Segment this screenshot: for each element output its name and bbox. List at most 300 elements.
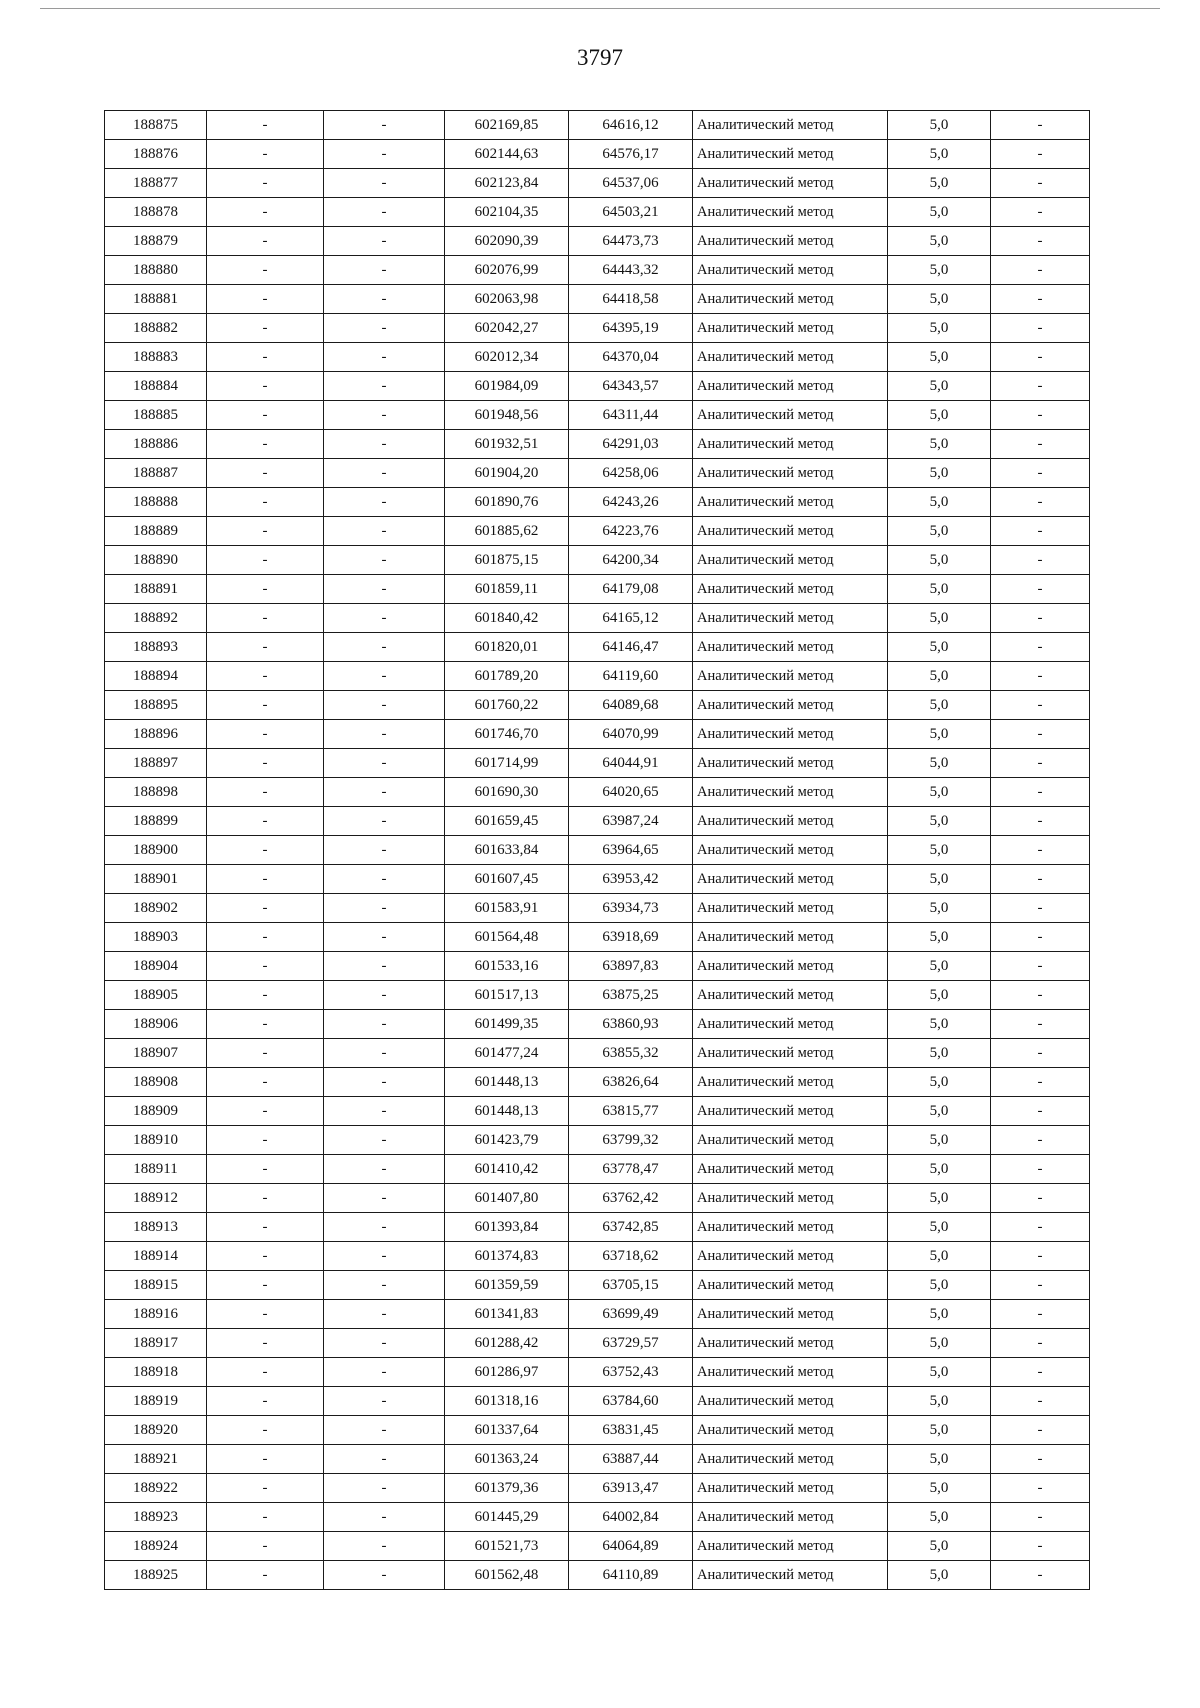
cell-accuracy: 5,0 [888, 1358, 991, 1387]
cell-y: 63897,83 [569, 952, 693, 981]
cell-method: Аналитический метод [693, 546, 888, 575]
cell-point-id: 188894 [105, 662, 207, 691]
cell-x: 601410,42 [445, 1155, 569, 1184]
cell-x: 602144,63 [445, 140, 569, 169]
table-row [105, 836, 1090, 865]
cell-accuracy: 5,0 [888, 1474, 991, 1503]
cell-accuracy: 5,0 [888, 894, 991, 923]
cell-accuracy: 5,0 [888, 140, 991, 169]
cell-x: 601607,45 [445, 865, 569, 894]
cell-x: 601359,59 [445, 1271, 569, 1300]
table-row [105, 1126, 1090, 1155]
cell-accuracy: 5,0 [888, 1271, 991, 1300]
cell-col-3: - [324, 1039, 445, 1068]
table-row [105, 459, 1090, 488]
cell-col-3: - [324, 894, 445, 923]
cell-accuracy: 5,0 [888, 459, 991, 488]
cell-x: 602104,35 [445, 198, 569, 227]
cell-col-3: - [324, 169, 445, 198]
cell-accuracy: 5,0 [888, 720, 991, 749]
cell-col-8: - [991, 198, 1090, 227]
cell-y: 63778,47 [569, 1155, 693, 1184]
cell-col-8: - [991, 1126, 1090, 1155]
cell-x: 601448,13 [445, 1068, 569, 1097]
cell-col-2: - [207, 952, 324, 981]
cell-col-8: - [991, 1416, 1090, 1445]
cell-col-3: - [324, 314, 445, 343]
cell-point-id: 188886 [105, 430, 207, 459]
table-row [105, 778, 1090, 807]
cell-col-2: - [207, 1503, 324, 1532]
cell-point-id: 188921 [105, 1445, 207, 1474]
cell-col-2: - [207, 1155, 324, 1184]
cell-col-8: - [991, 401, 1090, 430]
cell-method: Аналитический метод [693, 952, 888, 981]
cell-col-3: - [324, 1271, 445, 1300]
cell-x: 601875,15 [445, 546, 569, 575]
cell-point-id: 188901 [105, 865, 207, 894]
cell-method: Аналитический метод [693, 1329, 888, 1358]
cell-method: Аналитический метод [693, 923, 888, 952]
cell-col-8: - [991, 1155, 1090, 1184]
cell-col-2: - [207, 981, 324, 1010]
cell-method: Аналитический метод [693, 372, 888, 401]
scan-top-rule [40, 8, 1160, 9]
cell-point-id: 188887 [105, 459, 207, 488]
cell-accuracy: 5,0 [888, 488, 991, 517]
cell-accuracy: 5,0 [888, 256, 991, 285]
table-row [105, 1271, 1090, 1300]
cell-y: 63752,43 [569, 1358, 693, 1387]
cell-col-2: - [207, 604, 324, 633]
cell-col-2: - [207, 1271, 324, 1300]
cell-accuracy: 5,0 [888, 1213, 991, 1242]
cell-method: Аналитический метод [693, 575, 888, 604]
cell-col-8: - [991, 1300, 1090, 1329]
cell-point-id: 188916 [105, 1300, 207, 1329]
cell-method: Аналитический метод [693, 1300, 888, 1329]
cell-x: 601517,13 [445, 981, 569, 1010]
cell-method: Аналитический метод [693, 1445, 888, 1474]
cell-x: 601885,62 [445, 517, 569, 546]
table-row [105, 604, 1090, 633]
cell-col-3: - [324, 285, 445, 314]
cell-col-3: - [324, 488, 445, 517]
table-row [105, 981, 1090, 1010]
cell-method: Аналитический метод [693, 517, 888, 546]
cell-col-2: - [207, 198, 324, 227]
cell-accuracy: 5,0 [888, 749, 991, 778]
table-row [105, 691, 1090, 720]
cell-y: 63918,69 [569, 923, 693, 952]
table-row [105, 517, 1090, 546]
cell-col-2: - [207, 662, 324, 691]
table-row [105, 1155, 1090, 1184]
cell-point-id: 188917 [105, 1329, 207, 1358]
table-row [105, 285, 1090, 314]
cell-accuracy: 5,0 [888, 1010, 991, 1039]
cell-method: Аналитический метод [693, 604, 888, 633]
cell-method: Аналитический метод [693, 314, 888, 343]
cell-col-8: - [991, 691, 1090, 720]
cell-col-8: - [991, 1329, 1090, 1358]
cell-y: 64064,89 [569, 1532, 693, 1561]
cell-col-2: - [207, 575, 324, 604]
cell-point-id: 188895 [105, 691, 207, 720]
cell-point-id: 188890 [105, 546, 207, 575]
cell-point-id: 188880 [105, 256, 207, 285]
cell-col-3: - [324, 1155, 445, 1184]
cell-method: Аналитический метод [693, 459, 888, 488]
cell-col-2: - [207, 401, 324, 430]
table-row [105, 111, 1090, 140]
cell-col-8: - [991, 575, 1090, 604]
cell-x: 601760,22 [445, 691, 569, 720]
cell-accuracy: 5,0 [888, 1387, 991, 1416]
cell-point-id: 188915 [105, 1271, 207, 1300]
table-row [105, 1503, 1090, 1532]
cell-col-3: - [324, 952, 445, 981]
cell-x: 601374,83 [445, 1242, 569, 1271]
cell-col-2: - [207, 546, 324, 575]
table-row [105, 546, 1090, 575]
cell-point-id: 188919 [105, 1387, 207, 1416]
cell-col-8: - [991, 285, 1090, 314]
cell-col-2: - [207, 1532, 324, 1561]
cell-col-3: - [324, 662, 445, 691]
cell-y: 63987,24 [569, 807, 693, 836]
cell-y: 63729,57 [569, 1329, 693, 1358]
cell-accuracy: 5,0 [888, 1561, 991, 1590]
cell-y: 63860,93 [569, 1010, 693, 1039]
cell-y: 64343,57 [569, 372, 693, 401]
cell-col-3: - [324, 1416, 445, 1445]
cell-point-id: 188897 [105, 749, 207, 778]
cell-point-id: 188925 [105, 1561, 207, 1590]
page-number: 3797 [577, 45, 623, 70]
cell-point-id: 188905 [105, 981, 207, 1010]
table-row [105, 1010, 1090, 1039]
cell-point-id: 188896 [105, 720, 207, 749]
cell-method: Аналитический метод [693, 865, 888, 894]
cell-point-id: 188902 [105, 894, 207, 923]
cell-method: Аналитический метод [693, 488, 888, 517]
cell-col-3: - [324, 1097, 445, 1126]
cell-point-id: 188911 [105, 1155, 207, 1184]
cell-x: 601423,79 [445, 1126, 569, 1155]
cell-x: 601583,91 [445, 894, 569, 923]
cell-col-8: - [991, 807, 1090, 836]
cell-x: 601288,42 [445, 1329, 569, 1358]
cell-col-8: - [991, 169, 1090, 198]
cell-col-8: - [991, 140, 1090, 169]
cell-x: 601789,20 [445, 662, 569, 691]
cell-col-3: - [324, 1068, 445, 1097]
cell-y: 64119,60 [569, 662, 693, 691]
cell-x: 601820,01 [445, 633, 569, 662]
cell-col-8: - [991, 894, 1090, 923]
cell-point-id: 188893 [105, 633, 207, 662]
cell-col-2: - [207, 372, 324, 401]
cell-col-3: - [324, 111, 445, 140]
cell-col-3: - [324, 1213, 445, 1242]
table-row [105, 314, 1090, 343]
table-row [105, 1300, 1090, 1329]
cell-col-2: - [207, 1387, 324, 1416]
cell-x: 602169,85 [445, 111, 569, 140]
cell-col-8: - [991, 1010, 1090, 1039]
cell-y: 64146,47 [569, 633, 693, 662]
cell-accuracy: 5,0 [888, 1184, 991, 1213]
cell-point-id: 188910 [105, 1126, 207, 1155]
cell-method: Аналитический метод [693, 227, 888, 256]
cell-col-2: - [207, 807, 324, 836]
cell-x: 601448,13 [445, 1097, 569, 1126]
cell-x: 602090,39 [445, 227, 569, 256]
cell-method: Аналитический метод [693, 198, 888, 227]
cell-method: Аналитический метод [693, 1068, 888, 1097]
cell-point-id: 188883 [105, 343, 207, 372]
cell-accuracy: 5,0 [888, 111, 991, 140]
cell-method: Аналитический метод [693, 1213, 888, 1242]
cell-accuracy: 5,0 [888, 807, 991, 836]
cell-accuracy: 5,0 [888, 981, 991, 1010]
cell-method: Аналитический метод [693, 981, 888, 1010]
cell-col-8: - [991, 256, 1090, 285]
cell-accuracy: 5,0 [888, 1329, 991, 1358]
cell-method: Аналитический метод [693, 662, 888, 691]
cell-col-3: - [324, 633, 445, 662]
cell-method: Аналитический метод [693, 1184, 888, 1213]
cell-y: 63855,32 [569, 1039, 693, 1068]
cell-point-id: 188882 [105, 314, 207, 343]
cell-col-2: - [207, 633, 324, 662]
cell-method: Аналитический метод [693, 633, 888, 662]
cell-col-3: - [324, 343, 445, 372]
cell-col-2: - [207, 894, 324, 923]
cell-col-3: - [324, 575, 445, 604]
cell-col-3: - [324, 372, 445, 401]
cell-y: 64311,44 [569, 401, 693, 430]
table-row [105, 401, 1090, 430]
cell-y: 63875,25 [569, 981, 693, 1010]
cell-col-3: - [324, 1242, 445, 1271]
cell-accuracy: 5,0 [888, 372, 991, 401]
cell-col-8: - [991, 488, 1090, 517]
cell-method: Аналитический метод [693, 1271, 888, 1300]
cell-x: 601859,11 [445, 575, 569, 604]
cell-y: 64070,99 [569, 720, 693, 749]
cell-col-3: - [324, 778, 445, 807]
cell-point-id: 188891 [105, 575, 207, 604]
cell-x: 601659,45 [445, 807, 569, 836]
cell-point-id: 188904 [105, 952, 207, 981]
cell-col-2: - [207, 314, 324, 343]
cell-method: Аналитический метод [693, 343, 888, 372]
cell-y: 64473,73 [569, 227, 693, 256]
cell-x: 602042,27 [445, 314, 569, 343]
cell-accuracy: 5,0 [888, 1068, 991, 1097]
cell-method: Аналитический метод [693, 1155, 888, 1184]
table-row [105, 575, 1090, 604]
cell-x: 601904,20 [445, 459, 569, 488]
cell-col-2: - [207, 169, 324, 198]
cell-method: Аналитический метод [693, 1416, 888, 1445]
cell-method: Аналитический метод [693, 401, 888, 430]
cell-point-id: 188912 [105, 1184, 207, 1213]
cell-accuracy: 5,0 [888, 343, 991, 372]
cell-col-2: - [207, 517, 324, 546]
cell-col-2: - [207, 1358, 324, 1387]
cell-accuracy: 5,0 [888, 401, 991, 430]
cell-col-8: - [991, 430, 1090, 459]
cell-method: Аналитический метод [693, 1474, 888, 1503]
cell-y: 63815,77 [569, 1097, 693, 1126]
cell-x: 601690,30 [445, 778, 569, 807]
cell-col-3: - [324, 1474, 445, 1503]
table-row [105, 169, 1090, 198]
cell-x: 601445,29 [445, 1503, 569, 1532]
cell-point-id: 188914 [105, 1242, 207, 1271]
cell-col-2: - [207, 1416, 324, 1445]
cell-col-8: - [991, 923, 1090, 952]
cell-col-8: - [991, 1474, 1090, 1503]
cell-col-8: - [991, 633, 1090, 662]
cell-accuracy: 5,0 [888, 633, 991, 662]
cell-accuracy: 5,0 [888, 169, 991, 198]
table-row [105, 1329, 1090, 1358]
cell-y: 63705,15 [569, 1271, 693, 1300]
cell-col-2: - [207, 1213, 324, 1242]
cell-col-2: - [207, 691, 324, 720]
cell-col-8: - [991, 604, 1090, 633]
table-row [105, 227, 1090, 256]
cell-col-8: - [991, 749, 1090, 778]
cell-col-3: - [324, 865, 445, 894]
cell-y: 63826,64 [569, 1068, 693, 1097]
cell-y: 63718,62 [569, 1242, 693, 1271]
cell-point-id: 188923 [105, 1503, 207, 1532]
table-row [105, 488, 1090, 517]
cell-col-8: - [991, 227, 1090, 256]
cell-col-2: - [207, 343, 324, 372]
cell-col-3: - [324, 749, 445, 778]
cell-y: 63784,60 [569, 1387, 693, 1416]
cell-col-2: - [207, 1097, 324, 1126]
cell-col-2: - [207, 1561, 324, 1590]
cell-accuracy: 5,0 [888, 1039, 991, 1068]
cell-col-8: - [991, 517, 1090, 546]
cell-col-8: - [991, 1242, 1090, 1271]
cell-y: 63887,44 [569, 1445, 693, 1474]
cell-y: 63953,42 [569, 865, 693, 894]
cell-accuracy: 5,0 [888, 662, 991, 691]
cell-y: 64243,26 [569, 488, 693, 517]
table-row [105, 1242, 1090, 1271]
cell-col-8: - [991, 111, 1090, 140]
cell-col-8: - [991, 343, 1090, 372]
cell-x: 602076,99 [445, 256, 569, 285]
cell-point-id: 188885 [105, 401, 207, 430]
cell-point-id: 188900 [105, 836, 207, 865]
cell-method: Аналитический метод [693, 691, 888, 720]
cell-y: 64291,03 [569, 430, 693, 459]
cell-col-2: - [207, 111, 324, 140]
cell-x: 601890,76 [445, 488, 569, 517]
cell-point-id: 188884 [105, 372, 207, 401]
cell-col-8: - [991, 314, 1090, 343]
table-row [105, 720, 1090, 749]
cell-accuracy: 5,0 [888, 604, 991, 633]
table-row [105, 1039, 1090, 1068]
cell-col-2: - [207, 923, 324, 952]
coordinates-table [104, 110, 1090, 1590]
cell-method: Аналитический метод [693, 169, 888, 198]
cell-method: Аналитический метод [693, 1039, 888, 1068]
cell-y: 64223,76 [569, 517, 693, 546]
cell-col-3: - [324, 807, 445, 836]
cell-accuracy: 5,0 [888, 1532, 991, 1561]
cell-y: 63799,32 [569, 1126, 693, 1155]
cell-x: 601318,16 [445, 1387, 569, 1416]
cell-point-id: 188908 [105, 1068, 207, 1097]
cell-x: 601337,64 [445, 1416, 569, 1445]
table-row [105, 894, 1090, 923]
cell-point-id: 188889 [105, 517, 207, 546]
table-row [105, 1213, 1090, 1242]
cell-accuracy: 5,0 [888, 1445, 991, 1474]
cell-col-8: - [991, 1097, 1090, 1126]
cell-accuracy: 5,0 [888, 285, 991, 314]
cell-x: 601948,56 [445, 401, 569, 430]
cell-col-3: - [324, 923, 445, 952]
cell-x: 601521,73 [445, 1532, 569, 1561]
cell-y: 64110,89 [569, 1561, 693, 1590]
table-row [105, 633, 1090, 662]
cell-col-8: - [991, 372, 1090, 401]
cell-col-8: - [991, 981, 1090, 1010]
cell-col-8: - [991, 778, 1090, 807]
cell-point-id: 188881 [105, 285, 207, 314]
cell-col-2: - [207, 749, 324, 778]
cell-col-2: - [207, 1010, 324, 1039]
cell-accuracy: 5,0 [888, 1242, 991, 1271]
cell-accuracy: 5,0 [888, 952, 991, 981]
cell-col-2: - [207, 430, 324, 459]
cell-col-3: - [324, 198, 445, 227]
cell-col-2: - [207, 488, 324, 517]
cell-x: 602123,84 [445, 169, 569, 198]
cell-col-3: - [324, 1010, 445, 1039]
cell-col-3: - [324, 1445, 445, 1474]
cell-point-id: 188918 [105, 1358, 207, 1387]
cell-point-id: 188878 [105, 198, 207, 227]
cell-point-id: 188888 [105, 488, 207, 517]
cell-method: Аналитический метод [693, 1561, 888, 1590]
cell-col-2: - [207, 1300, 324, 1329]
cell-x: 601477,24 [445, 1039, 569, 1068]
cell-col-2: - [207, 1039, 324, 1068]
cell-accuracy: 5,0 [888, 198, 991, 227]
cell-col-2: - [207, 140, 324, 169]
cell-col-3: - [324, 604, 445, 633]
cell-col-2: - [207, 1445, 324, 1474]
cell-col-2: - [207, 720, 324, 749]
cell-x: 602063,98 [445, 285, 569, 314]
cell-y: 64616,12 [569, 111, 693, 140]
cell-x: 601746,70 [445, 720, 569, 749]
cell-y: 64443,32 [569, 256, 693, 285]
